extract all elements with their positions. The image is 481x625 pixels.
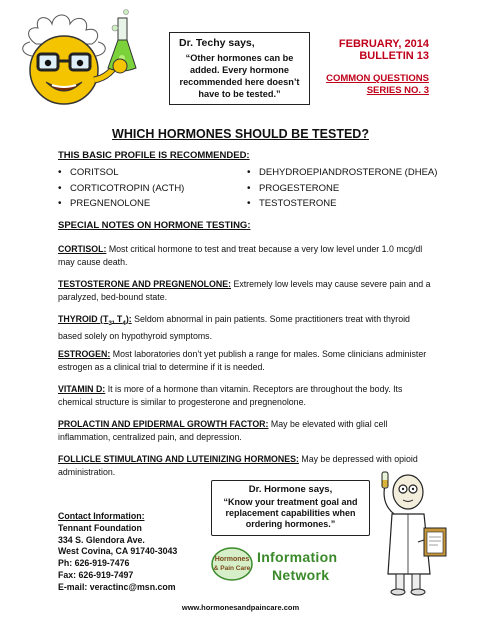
- scientist-with-clipboard-icon: [376, 470, 456, 598]
- contact-title: Contact Information:: [58, 511, 145, 521]
- note-text: May be depressed with opioid administration.: [58, 454, 418, 477]
- basic-profile-list-right: [247, 166, 437, 213]
- hormones-pain-care-logo: [211, 547, 253, 581]
- hormone-quote: “Know your treatment goal and replacement capabilities when ordering hormones.”: [223, 497, 358, 529]
- page-title: WHICH HORMONES SHOULD BE TESTED?: [112, 127, 369, 141]
- contact-line: 334 S. Glendora Ave.: [58, 534, 145, 545]
- logo-badge-line2: & Pain Care: [213, 565, 251, 572]
- note-label: PROLACTIN AND EPIDERMAL GROWTH FACTOR:: [58, 419, 269, 429]
- note-label: FOLLICLE STIMULATING AND LUTEINIZING HORMONES:: [58, 454, 299, 464]
- contact-line: Tennant Foundation: [58, 522, 142, 533]
- hormone-title: Dr. Hormone says,: [248, 484, 333, 495]
- techy-title: Dr. Techy says,: [179, 37, 255, 49]
- note-text: May be elevated with glial cell inflammation, centralized pain, and depression.: [58, 419, 388, 442]
- contact-line: West Covina, CA 91740-3043: [58, 546, 178, 557]
- basic-profile-title: THIS BASIC PROFILE IS RECOMMENDED:: [58, 150, 250, 161]
- special-notes-title: SPECIAL NOTES ON HORMONE TESTING:: [58, 220, 251, 231]
- list-item: • CORTICOTROPIN (ACTH): [58, 182, 184, 198]
- logo-badge-line1: Hormones: [214, 556, 250, 563]
- common-questions-label: COMMON QUESTIONS: [326, 73, 429, 84]
- contact-email: E-mail: veractinc@msn.com: [58, 581, 176, 592]
- note-text: Extremely low levels may cause severe pain and a paralyzed, bed-bound state.: [58, 279, 431, 302]
- list-item: • PROGESTERONE: [247, 182, 437, 198]
- note-cortisol: [58, 243, 433, 269]
- note-testosterone: [58, 278, 433, 304]
- emoji-scientist-icon: [14, 8, 166, 118]
- note-prolactin: [58, 418, 433, 444]
- website-url: www.hormonesandpaincare.com: [181, 603, 300, 612]
- note-label: TESTOSTERONE AND PREGNENOLONE:: [58, 279, 232, 289]
- logo-text-information: Information: [257, 549, 338, 565]
- note-text: It is more of a hormone than vitamin. Receptors are throughout the body. Its chemical structure is similar to progesterone and pregnenolone.: [58, 384, 403, 407]
- logo-text-network: Network: [272, 567, 330, 583]
- note-text: Most laboratories don’t yet publish a range for males. Some clinicians administer estrogen as a clinical trial to determine if it is needed.: [58, 349, 427, 372]
- series-label: SERIES NO. 3: [366, 85, 429, 96]
- note-vitamin-d: [58, 383, 433, 409]
- bulletin-date: FEBRUARY, 2014: [338, 38, 429, 50]
- techy-quote-box: [169, 32, 310, 105]
- note-text: Most critical hormone to test and treat because a very low level under 1.0 mcg/dl may cause death.: [58, 244, 423, 267]
- note-label: ESTROGEN:: [58, 349, 111, 359]
- note-label: VITAMIN D:: [58, 384, 106, 394]
- basic-profile-list-left: [58, 166, 184, 213]
- note-thyroid: [58, 313, 433, 343]
- contact-fax: Fax: 626-919-7497: [58, 569, 134, 580]
- contact-phone: Ph: 626-919-7476: [58, 558, 130, 569]
- note-text: Seldom abnormal in pain patients. Some practitioners treat with thyroid based solely on hypothyroid symptoms.: [58, 314, 410, 341]
- note-estrogen: [58, 348, 433, 374]
- techy-quote: “Other hormones can be added. Every hormone recommended here doesn’t have to be tested.”: [179, 53, 300, 99]
- hormone-quote-box: [211, 480, 370, 536]
- note-label: CORTISOL:: [58, 244, 107, 254]
- list-item: • PREGNENOLONE: [58, 197, 184, 213]
- bulletin-number: BULLETIN 13: [359, 50, 429, 62]
- list-item: • CORITSOL: [58, 166, 184, 182]
- list-item: • TESTOSTERONE: [247, 197, 437, 213]
- list-item: • DEHYDROEPIANDROSTERONE (DHEA): [247, 166, 437, 182]
- contact-info: [58, 511, 177, 594]
- note-label: THYROID ($T_3$, $T_4$):: [58, 314, 132, 327]
